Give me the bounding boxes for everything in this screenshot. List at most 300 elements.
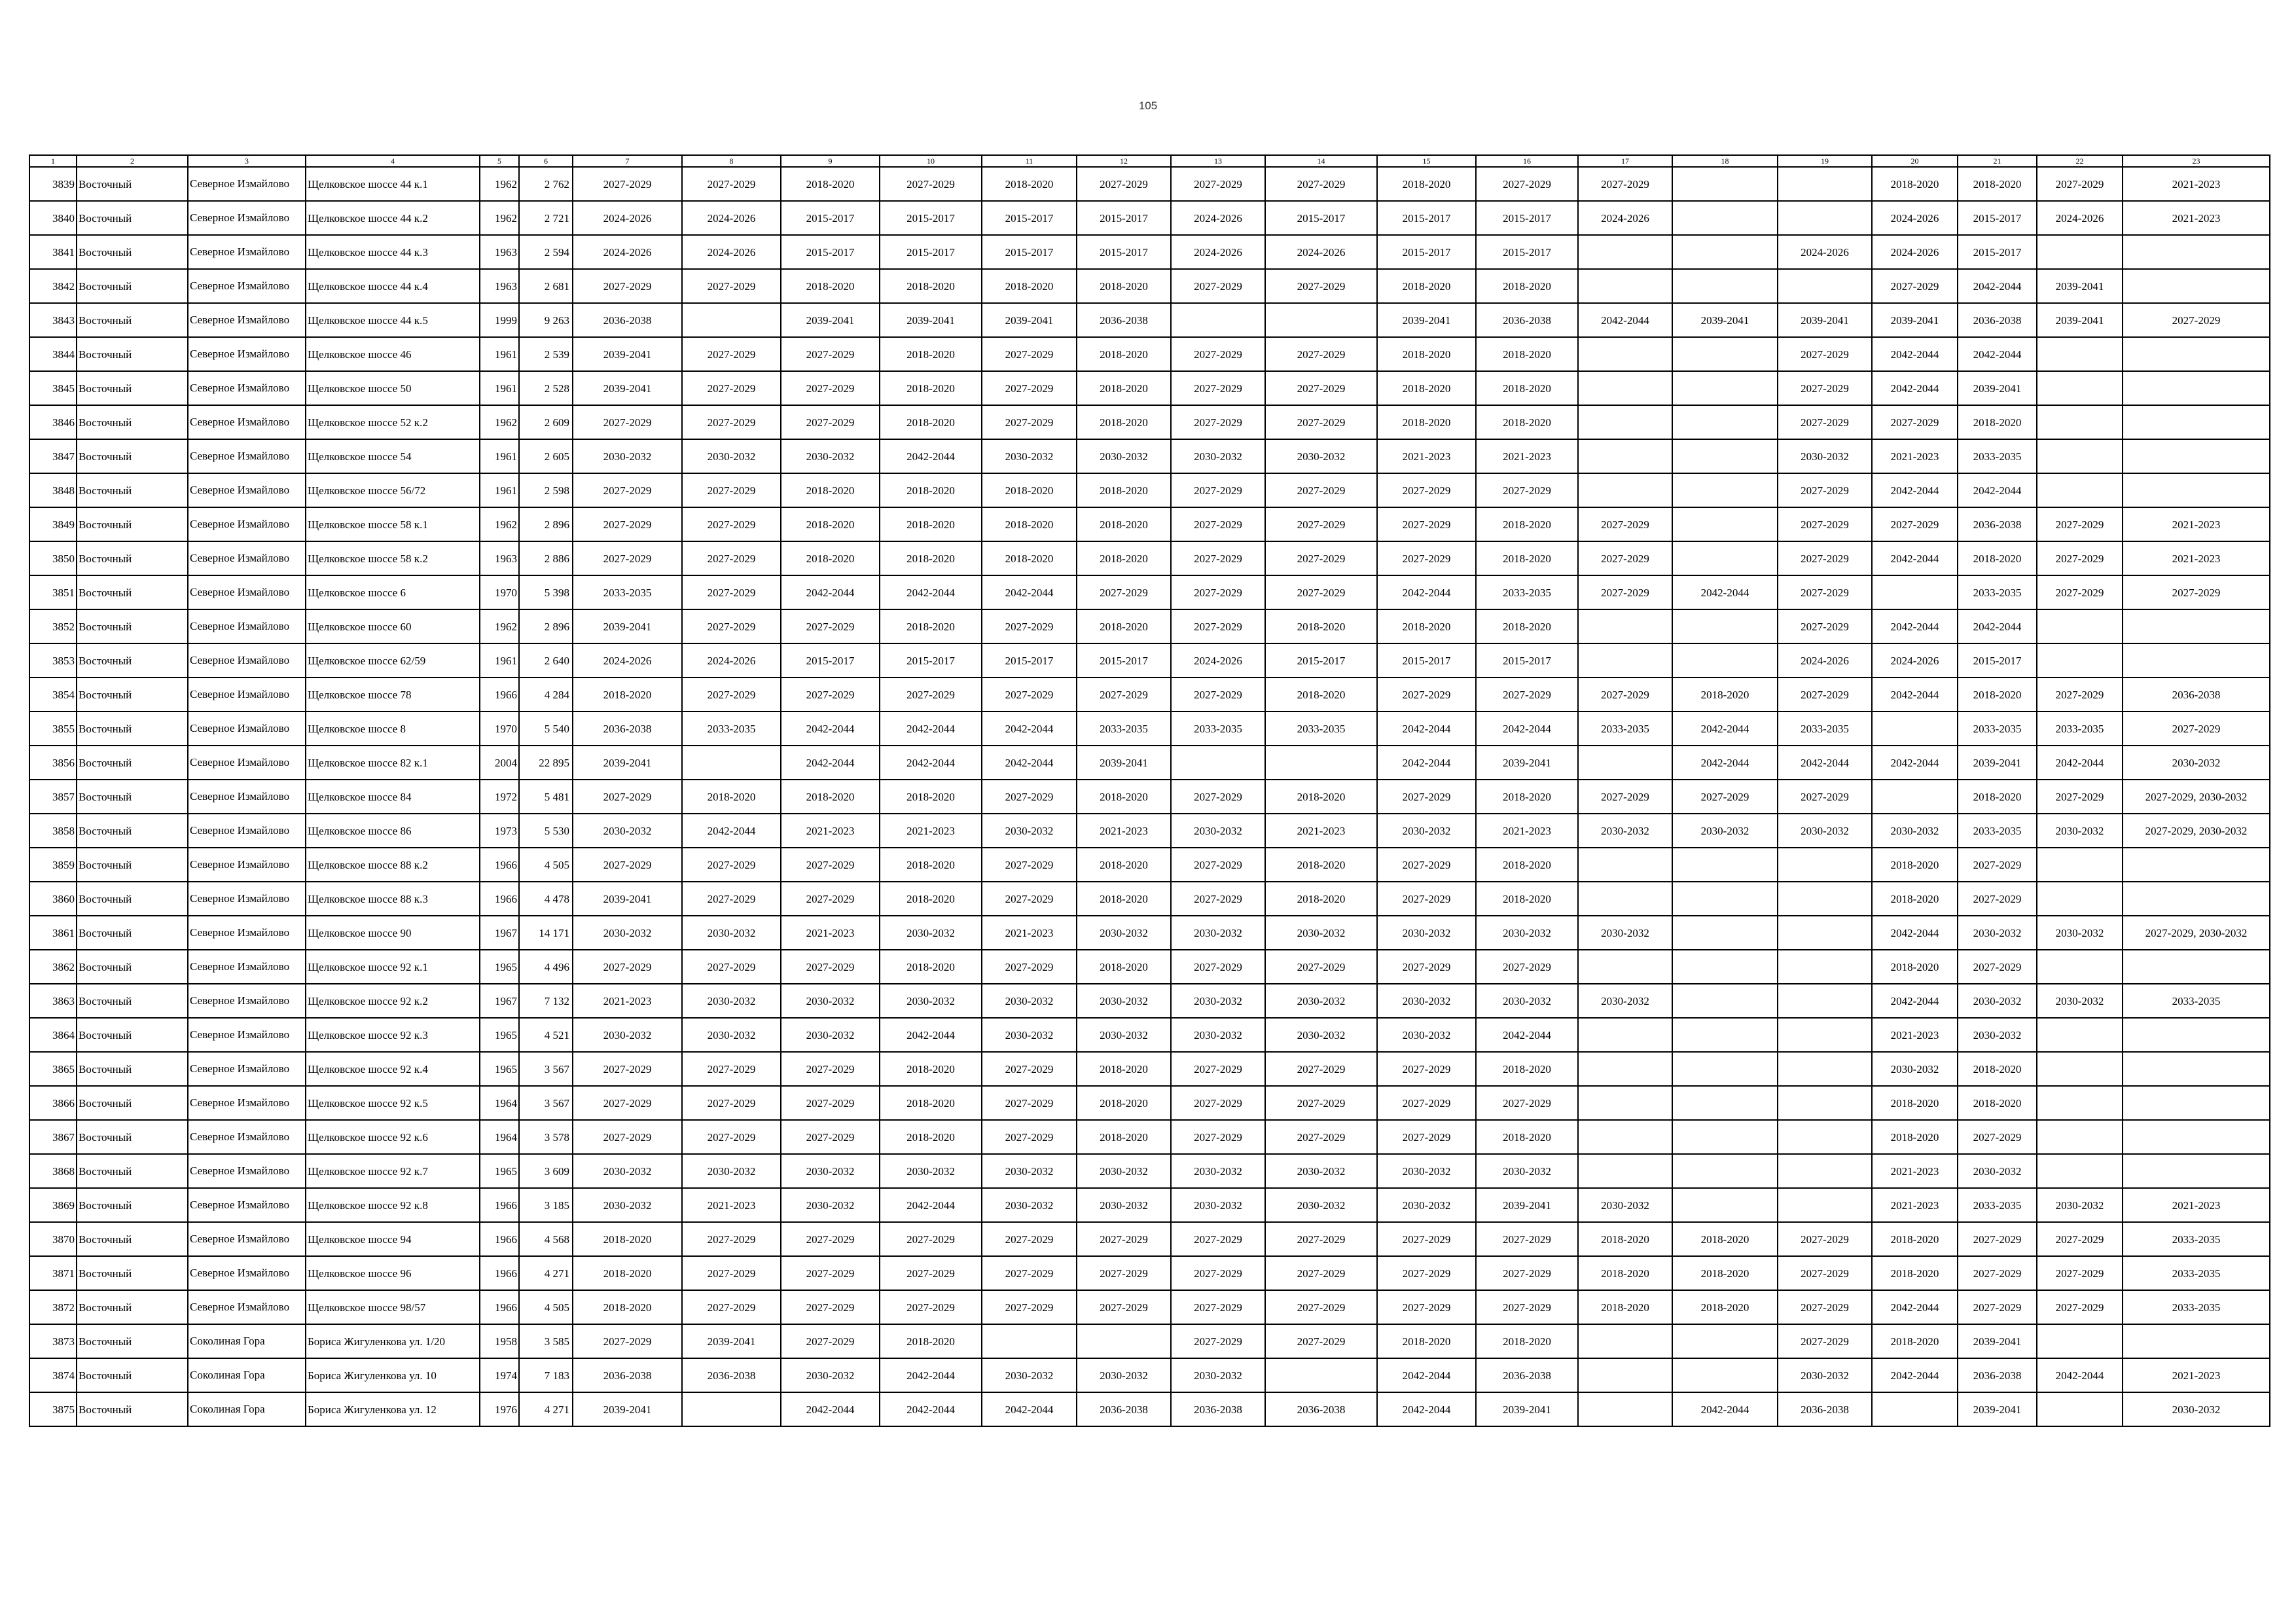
repair-period-cell: 2036-2038 [1958,303,2037,337]
repair-period-cell: 2030-2032 [682,1154,781,1188]
repair-period-cell: 2018-2020 [880,1120,982,1154]
repair-period-cell [2123,1324,2270,1358]
repair-period-cell: 2027-2029 [1778,575,1872,609]
repair-period-cell: 2018-2020 [880,405,982,439]
repair-period-cell [1672,507,1778,541]
row-number-cell: 3848 [29,473,77,507]
total-area-cell: 3 609 [519,1154,573,1188]
repair-period-cell: 2027-2029 [1872,405,1958,439]
repair-period-cell: 2027-2029 [781,1290,880,1324]
repair-period-cell: 2018-2020 [781,507,880,541]
year-built-cell: 1973 [480,814,519,848]
repair-period-cell: 2027-2029 [1265,167,1377,201]
repair-period-cell: 2027-2029 [1872,269,1958,303]
row-number-cell: 3852 [29,609,77,643]
repair-period-cell: 2039-2041 [573,337,682,371]
total-area-cell: 2 721 [519,201,573,235]
repair-period-cell: 2039-2041 [1958,371,2037,405]
column-number-header: 9 [781,155,880,167]
repair-period-cell: 2027-2029 [573,1052,682,1086]
repair-period-cell [1672,337,1778,371]
repair-period-cell: 2027-2029 [1171,507,1265,541]
repair-period-cell [1578,746,1672,780]
row-number-cell: 3845 [29,371,77,405]
year-built-cell: 1967 [480,916,519,950]
table-row [29,405,2270,439]
repair-period-cell [1778,167,1872,201]
repair-period-cell: 2021-2023 [1077,814,1171,848]
repair-period-cell [2037,609,2123,643]
total-area-cell: 2 762 [519,167,573,201]
address-cell: Щелковское шоссе 44 к.4 [306,269,480,303]
repair-period-cell: 2042-2044 [781,575,880,609]
address-cell: Щелковское шоссе 92 к.3 [306,1018,480,1052]
year-built-cell: 1976 [480,1392,519,1426]
repair-period-cell [1778,1086,1872,1120]
repair-period-cell: 2027-2029 [1778,1290,1872,1324]
repair-period-cell: 2018-2020 [1578,1290,1672,1324]
repair-period-cell [2037,1086,2123,1120]
repair-period-cell: 2027-2029 [1476,1290,1578,1324]
repair-period-cell: 2042-2044 [1872,984,1958,1018]
repair-period-cell: 2042-2044 [1377,575,1476,609]
repair-period-cell: 2030-2032 [1377,984,1476,1018]
area-cell: Северное Измайлово [188,1290,306,1324]
address-cell: Щелковское шоссе 88 к.2 [306,848,480,882]
repair-period-cell: 2027-2029 [1377,1052,1476,1086]
repair-period-cell: 2030-2032 [1077,1154,1171,1188]
repair-period-cell: 2021-2023 [1872,1018,1958,1052]
repair-period-cell: 2027-2029 [1958,1120,2037,1154]
area-cell: Северное Измайлово [188,780,306,814]
repair-period-cell: 2021-2023 [682,1188,781,1222]
total-area-cell: 3 578 [519,1120,573,1154]
table-row [29,1222,2270,1256]
repair-period-cell: 2042-2044 [1872,1290,1958,1324]
address-cell: Щелковское шоссе 50 [306,371,480,405]
repair-period-cell: 2030-2032 [1265,984,1377,1018]
repair-period-cell: 2021-2023 [1872,1154,1958,1188]
repair-period-cell [1778,848,1872,882]
column-number-header: 7 [573,155,682,167]
repair-period-cell: 2042-2044 [2037,746,2123,780]
repair-period-cell: 2018-2020 [1476,269,1578,303]
repair-period-cell [1778,1018,1872,1052]
repair-period-cell [1872,1392,1958,1426]
repair-period-cell: 2042-2044 [982,746,1077,780]
repair-period-cell: 2027-2029 [1265,1086,1377,1120]
repair-period-cell: 2027-2029 [1377,1290,1476,1324]
repair-period-cell [1578,1392,1672,1426]
repair-period-cell: 2030-2032 [1476,1154,1578,1188]
repair-period-cell: 2027-2029 [1377,780,1476,814]
repair-period-cell: 2018-2020 [1077,848,1171,882]
repair-period-cell: 2018-2020 [1476,507,1578,541]
area-cell: Северное Измайлово [188,984,306,1018]
repair-period-cell: 2036-2038 [573,1358,682,1392]
repair-period-cell: 2030-2032 [1077,984,1171,1018]
district-cell: Восточный [77,1018,188,1052]
repair-period-cell: 2030-2032 [781,1018,880,1052]
repair-period-cell: 2036-2038 [1476,303,1578,337]
year-built-cell: 1965 [480,1018,519,1052]
repair-period-cell: 2018-2020 [1476,1052,1578,1086]
repair-period-cell [1672,1358,1778,1392]
repair-period-cell: 2042-2044 [880,1358,982,1392]
repair-period-cell: 2027-2029 [2037,780,2123,814]
table-row [29,235,2270,269]
repair-period-cell: 2030-2032 [982,814,1077,848]
repair-period-cell: 2042-2044 [2037,1358,2123,1392]
repair-period-cell: 2027-2029 [982,1222,1077,1256]
repair-period-cell [1672,201,1778,235]
repair-period-cell: 2042-2044 [1872,541,1958,575]
repair-period-cell: 2027-2029 [1171,677,1265,712]
repair-period-cell: 2021-2023 [1377,439,1476,473]
repair-period-cell: 2018-2020 [1872,1256,1958,1290]
area-cell: Северное Измайлово [188,814,306,848]
total-area-cell: 2 886 [519,541,573,575]
repair-period-cell [2123,337,2270,371]
repair-period-cell: 2021-2023 [2123,541,2270,575]
repair-period-cell [2123,371,2270,405]
repair-period-cell: 2027-2029 [2037,575,2123,609]
repair-period-cell [1872,780,1958,814]
repair-period-cell: 2027-2029 [682,1052,781,1086]
repair-period-cell: 2018-2020 [982,541,1077,575]
year-built-cell: 1961 [480,371,519,405]
total-area-cell: 2 594 [519,235,573,269]
total-area-cell: 22 895 [519,746,573,780]
address-cell: Щелковское шоссе 6 [306,575,480,609]
address-cell: Щелковское шоссе 60 [306,609,480,643]
total-area-cell: 14 171 [519,916,573,950]
repair-period-cell: 2024-2026 [2037,201,2123,235]
table-row [29,1358,2270,1392]
repair-period-cell [2037,473,2123,507]
row-number-cell: 3871 [29,1256,77,1290]
total-area-cell: 2 598 [519,473,573,507]
repair-period-cell: 2030-2032 [880,984,982,1018]
repair-period-cell: 2021-2023 [573,984,682,1018]
total-area-cell: 4 568 [519,1222,573,1256]
repair-period-cell [1578,1120,1672,1154]
repair-period-cell: 2039-2041 [573,1392,682,1426]
repair-period-cell: 2027-2029 [880,1222,982,1256]
table-row [29,848,2270,882]
repair-period-cell: 2027-2029 [1778,609,1872,643]
repair-period-cell: 2027-2029 [682,677,781,712]
year-built-cell: 1965 [480,1052,519,1086]
repair-period-cell [1578,473,1672,507]
district-cell: Восточный [77,473,188,507]
repair-period-cell: 2027-2029 [982,405,1077,439]
repair-period-cell: 2015-2017 [1958,235,2037,269]
repair-period-cell: 2027-2029 [1672,780,1778,814]
repair-period-cell: 2039-2041 [1476,1392,1578,1426]
total-area-cell: 2 896 [519,609,573,643]
repair-period-cell: 2027-2029 [682,1256,781,1290]
repair-period-cell: 2030-2032 [1778,439,1872,473]
repair-period-cell: 2027-2029 [1077,1256,1171,1290]
repair-period-cell: 2018-2020 [1476,541,1578,575]
repair-period-cell: 2042-2044 [1958,473,2037,507]
district-cell: Восточный [77,167,188,201]
repair-period-cell: 2018-2020 [1077,337,1171,371]
address-cell: Щелковское шоссе 82 к.1 [306,746,480,780]
district-cell: Восточный [77,507,188,541]
repair-period-cell: 2015-2017 [1265,201,1377,235]
repair-period-cell [1778,882,1872,916]
repair-period-cell [1578,1018,1672,1052]
repair-period-cell: 2027-2029 [2037,1222,2123,1256]
repair-period-cell: 2039-2041 [1958,1324,2037,1358]
area-cell: Соколиная Гора [188,1358,306,1392]
repair-period-cell [1578,882,1672,916]
repair-period-cell: 2018-2020 [1077,507,1171,541]
repair-period-cell: 2036-2038 [573,712,682,746]
repair-period-cell: 2015-2017 [1077,235,1171,269]
repair-period-cell: 2021-2023 [1872,1188,1958,1222]
repair-period-cell: 2015-2017 [781,235,880,269]
repair-period-cell: 2015-2017 [880,235,982,269]
repair-period-cell: 2027-2029 [1778,371,1872,405]
repair-period-cell: 2027-2029 [1476,950,1578,984]
repair-period-cell [1578,371,1672,405]
repair-period-cell: 2042-2044 [982,575,1077,609]
repair-period-cell: 2027-2029 [1476,1222,1578,1256]
row-number-cell: 3842 [29,269,77,303]
area-cell: Северное Измайлово [188,235,306,269]
total-area-cell: 2 539 [519,337,573,371]
area-cell: Северное Измайлово [188,1256,306,1290]
repair-period-cell: 2030-2032 [982,1358,1077,1392]
repair-period-cell: 2027-2029 [1265,1290,1377,1324]
year-built-cell: 2004 [480,746,519,780]
repair-period-cell [1578,269,1672,303]
address-cell: Щелковское шоссе 54 [306,439,480,473]
area-cell: Северное Измайлово [188,201,306,235]
repair-period-cell [1778,201,1872,235]
repair-period-cell: 2030-2032 [982,984,1077,1018]
repair-period-cell: 2015-2017 [1077,643,1171,677]
repair-period-cell: 2018-2020 [781,269,880,303]
district-cell: Восточный [77,1188,188,1222]
repair-period-cell: 2027-2029 [982,848,1077,882]
repair-period-cell: 2030-2032 [1171,1154,1265,1188]
repair-period-cell [1672,1188,1778,1222]
repair-period-cell: 2027-2029 [1265,1052,1377,1086]
district-cell: Восточный [77,1290,188,1324]
repair-period-cell: 2030-2032 [1265,1018,1377,1052]
district-cell: Восточный [77,1358,188,1392]
repair-period-cell: 2027-2029 [573,1086,682,1120]
repair-period-cell: 2015-2017 [781,643,880,677]
repair-period-cell [2123,1154,2270,1188]
repair-period-cell [1672,848,1778,882]
repair-period-cell: 2018-2020 [1265,780,1377,814]
repair-period-cell [1672,916,1778,950]
repair-period-cell [1778,916,1872,950]
repair-period-cell [1672,235,1778,269]
repair-period-cell: 2027-2029 [682,1290,781,1324]
district-cell: Восточный [77,303,188,337]
repair-period-cell: 2027-2029 [1077,1290,1171,1324]
repair-period-cell: 2018-2020 [1077,609,1171,643]
district-cell: Восточный [77,848,188,882]
area-cell: Северное Измайлово [188,575,306,609]
row-number-cell: 3868 [29,1154,77,1188]
row-number-cell: 3839 [29,167,77,201]
repair-period-cell [1578,235,1672,269]
repair-period-cell: 2018-2020 [1077,473,1171,507]
column-number-header: 8 [682,155,781,167]
repair-period-cell: 2015-2017 [781,201,880,235]
repair-period-cell [1578,1154,1672,1188]
repair-period-cell: 2027-2029 [1377,950,1476,984]
repair-period-cell: 2015-2017 [982,643,1077,677]
area-cell: Северное Измайлово [188,712,306,746]
repair-period-cell: 2018-2020 [1077,405,1171,439]
repair-period-cell: 2030-2032 [982,1018,1077,1052]
repair-period-cell: 2027-2029 [1476,473,1578,507]
repair-period-cell: 2030-2032 [682,916,781,950]
repair-period-cell: 2042-2044 [880,439,982,473]
table-row [29,1392,2270,1426]
repair-period-cell: 2030-2032 [573,1188,682,1222]
repair-period-cell: 2018-2020 [1077,1120,1171,1154]
repair-period-cell: 2027-2029 [1171,1324,1265,1358]
area-cell: Северное Измайлово [188,916,306,950]
repair-period-cell: 2027-2029 [682,882,781,916]
address-cell: Щелковское шоссе 44 к.3 [306,235,480,269]
repair-period-cell: 2030-2032 [2037,1188,2123,1222]
area-cell: Соколиная Гора [188,1392,306,1426]
column-number-header: 19 [1778,155,1872,167]
total-area-cell: 7 132 [519,984,573,1018]
repair-period-cell: 2042-2044 [880,712,982,746]
repair-period-cell: 2042-2044 [1778,746,1872,780]
repair-period-cell: 2042-2044 [1377,1392,1476,1426]
repair-period-cell [2037,1154,2123,1188]
row-number-cell: 3841 [29,235,77,269]
repair-period-cell: 2018-2020 [1377,371,1476,405]
repair-period-cell: 2042-2044 [1958,337,2037,371]
total-area-cell: 2 528 [519,371,573,405]
repair-period-cell [2037,405,2123,439]
row-number-cell: 3847 [29,439,77,473]
district-cell: Восточный [77,235,188,269]
repair-period-cell: 2018-2020 [1265,677,1377,712]
repair-period-cell: 2027-2029 [781,1120,880,1154]
repair-period-cell: 2027-2029 [1778,541,1872,575]
repair-period-cell: 2015-2017 [1377,643,1476,677]
repair-period-cell: 2033-2035 [1077,712,1171,746]
repair-period-cell: 2039-2041 [2037,269,2123,303]
area-cell: Северное Измайлово [188,1052,306,1086]
repair-period-cell: 2015-2017 [1958,643,2037,677]
year-built-cell: 1962 [480,167,519,201]
address-cell: Щелковское шоссе 88 к.3 [306,882,480,916]
repair-period-cell: 2018-2020 [982,507,1077,541]
table-row [29,677,2270,712]
repair-period-cell: 2018-2020 [1872,950,1958,984]
repair-period-cell: 2027-2029 [1476,1256,1578,1290]
column-number-header: 20 [1872,155,1958,167]
repair-period-cell: 2027-2029 [1476,1086,1578,1120]
district-cell: Восточный [77,1256,188,1290]
repair-period-cell: 2042-2044 [1672,1392,1778,1426]
total-area-cell: 5 530 [519,814,573,848]
repair-period-cell: 2027-2029 [880,1290,982,1324]
address-cell: Щелковское шоссе 56/72 [306,473,480,507]
repair-period-cell: 2018-2020 [781,541,880,575]
repair-period-cell: 2033-2035 [2123,984,2270,1018]
repair-period-cell: 2024-2026 [682,201,781,235]
repair-period-cell [1872,712,1958,746]
repair-period-cell: 2036-2038 [1958,507,2037,541]
repair-period-cell: 2018-2020 [880,269,982,303]
table-row [29,575,2270,609]
repair-period-cell: 2015-2017 [1265,643,1377,677]
year-built-cell: 1961 [480,439,519,473]
repair-period-cell: 2027-2029 [982,1256,1077,1290]
year-built-cell: 1962 [480,405,519,439]
repair-period-cell: 2039-2041 [1377,303,1476,337]
row-number-cell: 3855 [29,712,77,746]
repair-period-cell: 2027-2029 [1872,507,1958,541]
repair-period-cell: 2030-2032 [1872,1052,1958,1086]
row-number-cell: 3844 [29,337,77,371]
table-row [29,950,2270,984]
year-built-cell: 1999 [480,303,519,337]
repair-period-cell: 2042-2044 [1377,1358,1476,1392]
year-built-cell: 1963 [480,235,519,269]
table-row [29,1290,2270,1324]
repair-period-cell: 2027-2029 [1958,882,2037,916]
total-area-cell: 3 567 [519,1052,573,1086]
repair-period-cell: 2024-2026 [1778,235,1872,269]
repair-period-cell: 2036-2038 [2123,677,2270,712]
repair-period-cell: 2039-2041 [1672,303,1778,337]
row-number-cell: 3869 [29,1188,77,1222]
repair-period-cell: 2027-2029 [1171,405,1265,439]
area-cell: Северное Измайлово [188,541,306,575]
repair-period-cell: 2021-2023 [1476,814,1578,848]
repair-period-cell: 2027-2029 [982,337,1077,371]
repair-period-cell: 2030-2032 [1171,984,1265,1018]
repair-period-cell [2037,1018,2123,1052]
repair-period-cell: 2027-2029 [573,269,682,303]
repair-period-cell [1578,848,1672,882]
repair-period-cell: 2027-2029 [1778,1324,1872,1358]
repair-period-cell: 2027-2029 [880,167,982,201]
repair-period-cell: 2027-2029 [781,609,880,643]
repair-period-cell [1672,269,1778,303]
repair-period-cell [1778,1120,1872,1154]
repair-period-cell: 2027-2029 [682,575,781,609]
repair-period-cell: 2030-2032 [1958,916,2037,950]
repair-period-cell: 2027-2029 [1265,1120,1377,1154]
column-number-header: 11 [982,155,1077,167]
total-area-cell: 4 521 [519,1018,573,1052]
row-number-cell: 3873 [29,1324,77,1358]
repair-period-cell: 2018-2020 [1872,1324,1958,1358]
repair-period-cell: 2027-2029 [1778,780,1872,814]
repair-period-cell: 2033-2035 [1958,575,2037,609]
repair-period-cell: 2027-2029 [1265,405,1377,439]
year-built-cell: 1962 [480,201,519,235]
